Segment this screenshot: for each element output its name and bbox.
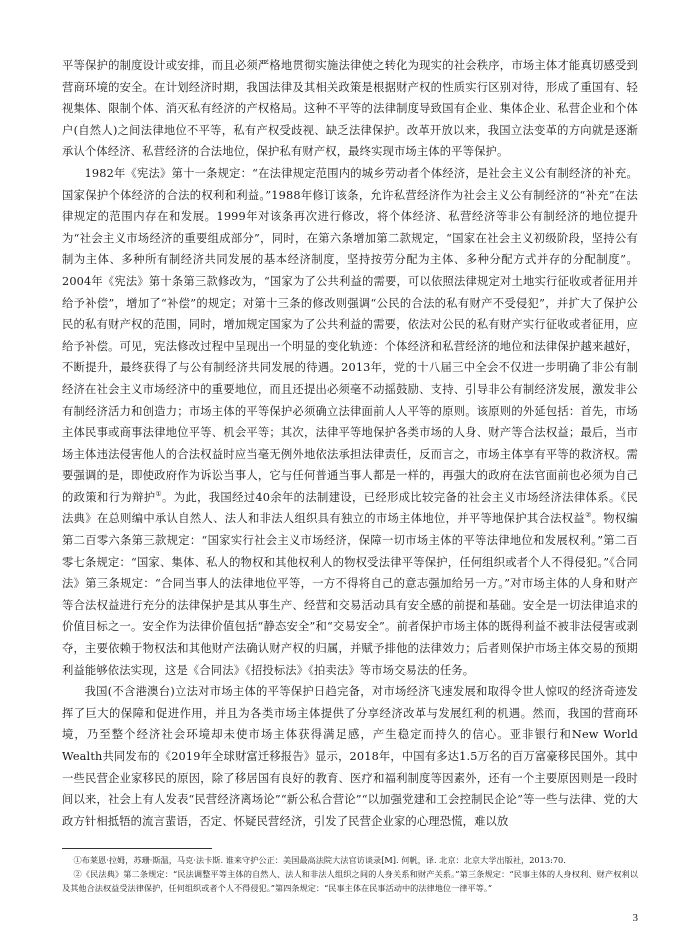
paragraph-text: 平等保护的制度设计或安排，而且必须严格地贯彻实施法律使之转化为现实的社会秩序，市场主体才能真切感受到营商环境的安全。在计划经济时期，我国法律及其相关政策是根据财产权的性质实行区别对待，形成了重国有、轻视集体、限制个体、消灭私有经济的产权格局。这种不平等的法律制度导致国有企业、集体企业、私营企业和个体户(自然人)之间法律地位不平等，私有产权受歧视、缺乏法律保护。改革开放以来，我国立法变革的方向就是逐渐承认个体经济、私营经济的合法地位，保护私有财产权，最终实现市场主体的平等保护。 bbox=[62, 59, 638, 159]
footnote-2: ②《民法典》第二条规定：“民法调整平等主体的自然人、法人和非法人组织之间的人身关系和财产关系。”第三条规定：“民事主体的人身权利、财产权利以及其他合法权益受法律保护，任何组织或者个人不得侵犯。”第四条规定：“民事主体在民事活动中的法律地位一律平等。” bbox=[62, 869, 638, 893]
paragraph-text: 我国(不含港澳台)立法对市场主体的平等保护日趋完备，对市场经济飞速发展和取得令世人惊叹的经济奇迹发挥了巨大的保障和促进作用，并且为各类市场主体提供了分享经济改革与发展红利的机遇。然而，我国的营商环境，乃至整个经济社会环境却未使市场主体获得满足感，产生稳定而持久的信心。亚非银行和New World Wealth共同发布的《2019年全球财富迁移报告》显示，2018年，中国有多达1.5万名的百万富豪移民国外。其中一些民营企业家移民的原因，除了移居国有良好的教育、医疗和福利制度等因素外，还有一个主要原因则是一段时间以来，社会上有人发表“民营经济离场论”“新公私合营论”“以加强党建和工会控制民企论”等一些与法律、党的大政方针相抵牾的流言蜚语，否定、怀疑民营经济，引发了民营企业家的心理恐慌，难以放 bbox=[62, 685, 638, 828]
paragraph-2 bbox=[62, 163, 638, 681]
footnote-1: ①布莱恩·拉姆，苏珊·斯温，马克·法卡斯. 谁来守护公正：美国最高法院大法官访谈录[M]. 何帆，译. 北京：北京大学出版社，2013:70. bbox=[73, 855, 566, 865]
footnote-ref-1[interactable]: ① bbox=[155, 490, 163, 499]
footnotes-section bbox=[62, 848, 638, 895]
paragraph-text-continued: 。为此，我国经过40余年的法制建设，已经形成比较完备的社会主义市场经济法律体系。《民法典》在总则编中承认自然人、法人和非法人组织具有独立的市场主体地位，并平等地保护其合法权益 bbox=[62, 490, 638, 526]
paragraph-text-continued-2: 。物权编第二百零六条第三款规定：“国家实行社会主义市场经济，保障一切市场主体的平等法律地位和发展权利。”第二百零七条规定：“国家、集体、私人的物权和其他权利人的物权受法律平等保护，任何组织或者个人不得侵犯。”《合同法》第三条规定：“合同当事人的法律地位平等，一方不得将自己的意志强加给另一方。”对市场主体的人身和财产等合法权益进行充分的法律保护是其从事生产、经营和交易活动具有安全感的前提和基础。安全是一切法律追求的价值目标之一。安全作为法律价值包括“静态安全”和“交易安全”。前者保护市场主体的既得利益不被非法侵害或剥夺，主要依赖于物权法和其他财产法确认财产权的归属，并赋予排他的法律效力；后者则保护市场主体交易的预期利益能够依法实现，这是《合同法》《招投标法》《拍卖法》等市场交易法的任务。 bbox=[62, 512, 638, 677]
paragraph-text: 1982年《宪法》第十一条规定：“在法律规定范围内的城乡劳动者个体经济，是社会主义公有制经济的补充。国家保护个体经济的合法的权利和利益。”1988年修订该条，允许私营经济作为社会主义公有制经济的“补充”在法律规定的范围内存在和发展。1999年对该条再次进行修改，将个体经济、私营经济等非公有制经济的地位提升为“社会主义市场经济的重要组成部分”，同时，在第六条增加第二款规定，“国家在社会主义初级阶段，坚持公有制为主体、多种所有制经济共同发展的基本经济制度，坚持按劳分配为主体、多种分配方式并存的分配制度”。2004年《宪法》第十条第三款修改为，“国家为了公共利益的需要，可以依照法律规定对土地实行征收或者征用并给予补偿”，增加了“补偿”的规定；对第十三条的修改则强调“公民的合法的私有财产不受侵犯”，并扩大了保护公民的私有财产权的范围，同时，增加规定国家为了公共利益的需要，依法对公民的私有财产实行征收或者征用，应给予补偿。可见，宪法修改过程中呈现出一个明显的变化轨迹：个体经济和私营经济的地位和法律保护越来越好，不断提升，最终获得了与公有制经济共同发展的待遇。2013年，党的十八届三中全会不仅进一步明确了非公有制经济在社会主义市场经济中的重要地位，而且还提出必须毫不动摇鼓励、支持、引导非公有制经济发展，激发非公有制经济活力和创造力；市场主体的平等保护必须确立法律面前人人平等的原则。该原则的外延包括：首先，市场主体民事或商事法律地位平等、机会平等；其次，法律平等地保护各类市场的人身、财产等合法权益；最后，当市场主体违法侵害他人的合法权益时应当毫无例外地依法承担法律责任，反而言之，市场主体享有平等的救济权。需要强调的是，即使政府作为诉讼当事人，它与任何普通当事人都是一样的，再强大的政府在法官面前也必须为自己的政策和行为辩护 bbox=[62, 166, 638, 504]
main-body bbox=[62, 55, 638, 832]
footnote-divider bbox=[62, 848, 212, 849]
paragraph-3 bbox=[62, 681, 638, 832]
footnote-ref-2[interactable]: ② bbox=[585, 511, 592, 520]
paragraph-1 bbox=[62, 55, 638, 163]
page-number: 3 bbox=[632, 912, 638, 924]
